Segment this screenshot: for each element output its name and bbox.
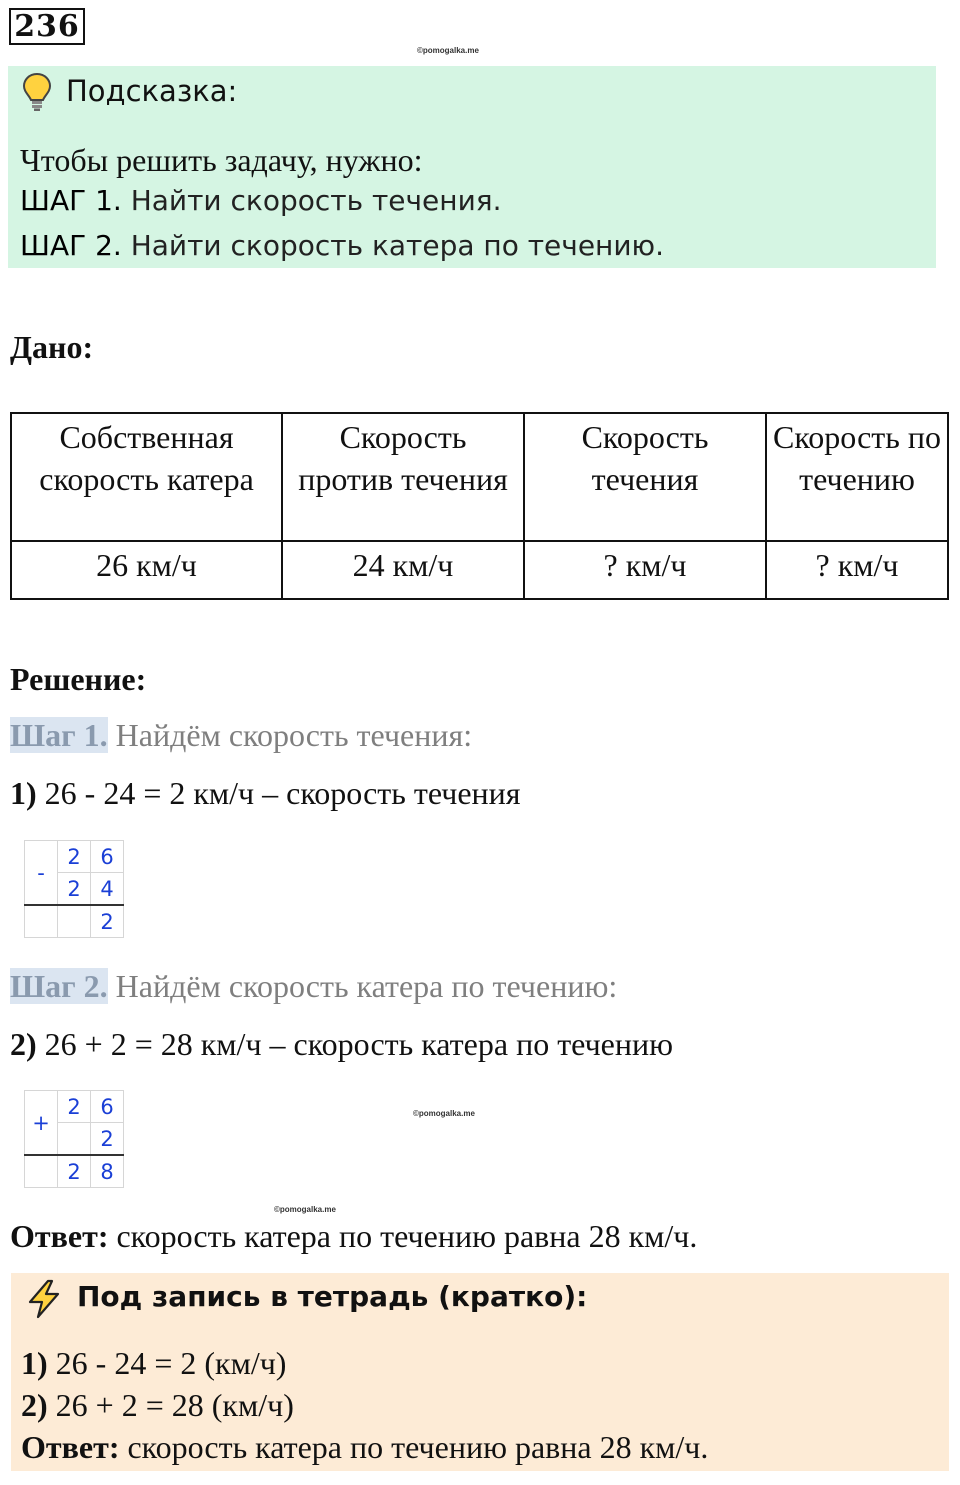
calc-operator: - [25,841,58,906]
calc-empty [25,1155,58,1188]
lightbulb-icon [22,72,52,112]
problem-number: 236 [9,8,85,45]
hint-step-2-text: Найти скорость катера по течению. [121,229,665,262]
calc-result-row [25,905,124,938]
calc-digit: 8 [91,1155,124,1188]
calc-result-row [25,1155,124,1188]
given-header-cell: Скорость течения [524,413,766,541]
given-header-cell: Скорость против течения [282,413,524,541]
equation-2-text: 26 + 2 = 28 км/ч – скорость катера по течению [36,1026,674,1062]
step-1-label: Шаг 1. [10,717,108,753]
notebook-title: Под запись в тетрадь (кратко): [77,1280,588,1313]
column-subtraction [24,840,124,938]
hint-step-1-label: ШАГ 1. [20,184,122,217]
notebook-line-2-text: 26 + 2 = 28 (км/ч) [47,1387,294,1423]
step-1-heading [10,717,472,754]
calc-digit: 2 [91,905,124,938]
notebook-answer-text: скорость катера по течению равна 28 км/ч. [119,1429,709,1465]
equation-1 [10,775,521,812]
given-value-cell: 26 км/ч [11,541,282,599]
notebook-line-1-text: 26 - 24 = 2 (км/ч) [47,1345,287,1381]
answer-text: скорость катера по течению равна 28 км/ч. [108,1218,698,1254]
watermark: ©pomogalka.me [417,46,479,55]
given-value-cell: ? км/ч [766,541,948,599]
calc-empty [25,905,58,938]
given-header-cell: Скорость по течению [766,413,948,541]
hint-step-2-label: ШАГ 2. [20,229,122,262]
hint-intro: Чтобы решить задачу, нужно: [20,142,423,178]
calc-digit: 2 [91,1123,124,1156]
notebook-answer-label: Ответ: [21,1429,120,1465]
step-1-text: Найдём скорость течения: [107,717,473,753]
calc-digit: 6 [91,1091,124,1123]
notebook-line-1-num: 1) [21,1345,48,1381]
given-value-cell: 24 км/ч [282,541,524,599]
calc-digit [58,905,91,938]
hint-step-1-text: Найти скорость течения. [121,184,502,217]
hint-title: Подсказка: [66,74,238,108]
column-addition [24,1090,124,1188]
given-table [10,412,949,600]
calc-operator: + [25,1091,58,1156]
calc-digit: 2 [58,1091,91,1123]
step-2-heading [10,968,617,1005]
hint-step-2 [20,229,664,262]
notebook-line-2 [21,1387,294,1424]
calc-row [25,841,124,873]
calc-row [25,1091,124,1123]
given-value-cell: ? км/ч [524,541,766,599]
calc-digit: 6 [91,841,124,873]
given-value-row [11,541,948,599]
given-header-cell: Собственная скорость катера [11,413,282,541]
given-header-row [11,413,948,541]
step-2-label: Шаг 2. [10,968,108,1004]
calc-digit: 2 [58,841,91,873]
watermark: ©pomogalka.me [413,1109,475,1118]
notebook-line-2-num: 2) [21,1387,48,1423]
notebook-answer [21,1429,708,1466]
equation-1-num: 1) [10,775,37,811]
lightning-icon [24,1279,64,1319]
equation-1-text: 26 - 24 = 2 км/ч – скорость течения [36,775,521,811]
given-title: Дано: [10,329,94,365]
equation-2-num: 2) [10,1026,37,1062]
hint-step-1 [20,184,502,217]
answer-label: Ответ: [10,1218,109,1254]
calc-digit: 2 [58,873,91,906]
watermark: ©pomogalka.me [274,1205,336,1214]
calc-digit: 2 [58,1155,91,1188]
answer [10,1218,697,1255]
equation-2 [10,1026,673,1063]
notebook-line-1 [21,1345,286,1382]
calc-digit [58,1123,91,1156]
step-2-text: Найдём скорость катера по течению: [107,968,618,1004]
solution-title: Решение: [10,661,147,697]
calc-digit: 4 [91,873,124,906]
